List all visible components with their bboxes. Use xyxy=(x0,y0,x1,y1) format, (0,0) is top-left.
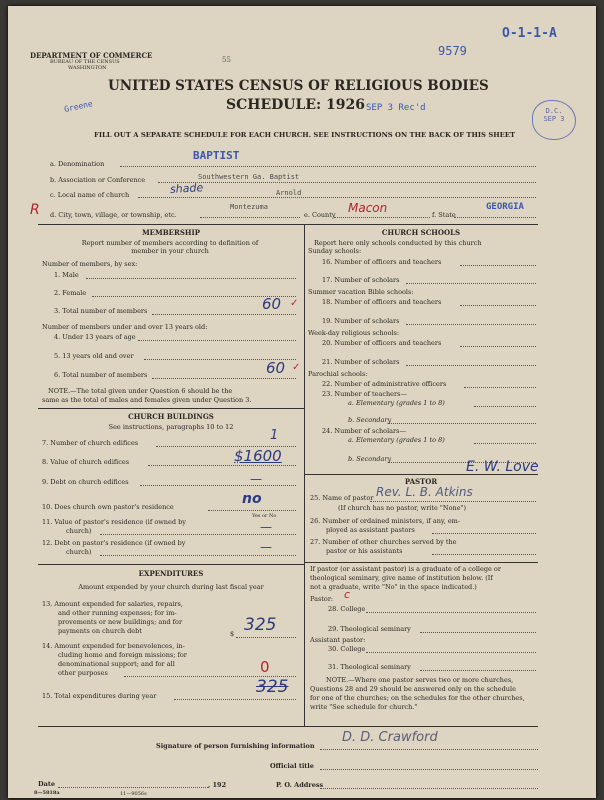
assistant-pastor-subheading: Assistant pastor: xyxy=(310,636,366,644)
form-print-code: 11—9056s xyxy=(120,791,147,797)
q25-label: 25. Name of pastor xyxy=(310,494,374,502)
q14-value: 0 xyxy=(260,658,270,676)
q12-label-2: church) xyxy=(66,548,92,556)
q24b-label: b. Secondary xyxy=(348,455,392,463)
table-bottom-rule xyxy=(38,726,538,727)
q31-label: 31. Theological seminary xyxy=(328,663,411,671)
q13-label-3: provements or new buildings; and for xyxy=(58,618,183,626)
association-line xyxy=(158,182,536,183)
buildings-title: CHURCH BUILDINGS xyxy=(128,412,214,421)
form-id: 8—5818a xyxy=(34,790,60,796)
q28-label: 28. College xyxy=(328,605,366,613)
membership-title: MEMBERSHIP xyxy=(141,228,201,237)
column-divider xyxy=(304,224,305,726)
cloud-stamp-bottom: SEP 3 xyxy=(543,115,565,123)
official-title-line xyxy=(320,769,538,770)
q23b-label: b. Secondary xyxy=(348,416,392,424)
q3-check-mark: ✓ xyxy=(290,298,299,309)
schools-instr: Report here only schools conducted by this church xyxy=(314,239,482,247)
pastor-note-2: Questions 28 and 29 should be answered only on the schedule xyxy=(310,685,516,693)
q8-label: 8. Value of church edifices xyxy=(42,458,130,466)
q28-line xyxy=(366,612,536,613)
q4-label: 4. Under 13 years of age xyxy=(54,333,136,341)
q24a-label: a. Elementary (grades 1 to 8) xyxy=(348,436,445,444)
q1-line xyxy=(86,278,296,279)
q1-label: 1. Male xyxy=(54,271,79,279)
city-label: d. City, town, village, or township, etc. xyxy=(50,211,177,219)
q10-value: no xyxy=(242,491,262,507)
weekday-heading: Week-day religious schools: xyxy=(308,329,400,337)
q15-value: 325 xyxy=(256,677,289,697)
instruction-banner: FILL OUT A SEPARATE SCHEDULE FOR EACH CHURCH. SEE INSTRUCTIONS ON THE BACK OF THIS SHEET xyxy=(94,131,516,139)
date-line xyxy=(58,787,208,788)
membership-note-2: same as the total of males and females given under Question 3. xyxy=(42,396,252,404)
page-number: 55 xyxy=(222,56,231,64)
q16-label: 16. Number of officers and teachers xyxy=(322,258,442,266)
q6-line xyxy=(152,378,296,379)
county-stamp: Greene xyxy=(63,99,94,114)
q25-line xyxy=(370,501,536,502)
document-number-stamp: 9579 xyxy=(438,44,467,58)
q17-label: 17. Number of scholars xyxy=(322,276,400,284)
q10-label: 10. Does church own pastor's residence xyxy=(42,503,174,511)
pastor-mark: c xyxy=(344,588,351,601)
q21-label: 21. Number of scholars xyxy=(322,358,400,366)
buildings-instr: See instructions, paragraphs 10 to 12 xyxy=(108,423,234,431)
q24a-line xyxy=(474,443,536,444)
q7-value: 1 xyxy=(270,428,279,443)
q8-value: $1600 xyxy=(234,447,282,465)
q13-dollar: $ xyxy=(230,630,235,638)
q29-label: 29. Theological seminary xyxy=(328,625,411,633)
city-value: Montezuma xyxy=(230,203,268,211)
local-name-handwritten: shade xyxy=(169,181,204,196)
received-stamp: SEP 3 Rec'd xyxy=(366,103,426,113)
q19-line xyxy=(406,324,536,325)
dept-title: DEPARTMENT OF COMMERCE xyxy=(30,51,153,60)
margin-mark: R xyxy=(30,202,40,218)
membership-instr-1: Report number of members according to definition of xyxy=(81,239,259,247)
q30-line xyxy=(366,652,536,653)
official-title-label: Official title xyxy=(270,762,314,770)
q12-line xyxy=(100,555,296,556)
q23a-line xyxy=(474,406,536,407)
q27-label-2: pastor or his assistants xyxy=(326,547,403,555)
q3-label: 3. Total number of members xyxy=(54,307,148,315)
county-line xyxy=(334,217,430,218)
q24-label: 24. Number of scholars— xyxy=(322,427,406,435)
q12-label-1: 12. Debt on pastor's residence (if owned by xyxy=(42,539,186,547)
state-line xyxy=(454,217,536,218)
buildings-rule xyxy=(38,408,304,409)
parochial-heading: Parochial schools: xyxy=(308,370,368,378)
local-name-typed: Arnold xyxy=(276,189,302,197)
q13-label-1: 13. Amount expended for salaries, repairs, xyxy=(42,600,183,608)
local-name-label: c. Local name of church xyxy=(50,191,130,199)
q9-label: 9. Debt on church edifices xyxy=(42,478,129,486)
q13-value: 325 xyxy=(244,615,277,635)
local-name-line xyxy=(138,197,536,198)
q3-line xyxy=(152,314,296,315)
q22-label: 22. Number of administrative officers xyxy=(322,380,447,388)
q5-label: 5. 13 years old and over xyxy=(54,352,134,360)
q11-label-1: 11. Value of pastor's residence (if owned by xyxy=(42,518,186,526)
city-title: WASHINGTON xyxy=(68,65,107,71)
q14-label-4: other purposes xyxy=(58,669,108,677)
q17-line xyxy=(406,283,536,284)
expenditures-instr: Amount expended by your church during last fiscal year xyxy=(78,583,264,591)
q25-value: Rev. L. B. Atkins xyxy=(376,485,473,499)
q15-line xyxy=(174,699,296,700)
q26-line xyxy=(432,533,536,534)
summer-heading: Summer vacation Bible schools: xyxy=(308,288,414,296)
q18-label: 18. Number of officers and teachers xyxy=(322,298,442,306)
graduate-instr-1: If pastor (or assistant pastor) is a graduate of a college or xyxy=(310,565,501,573)
q11-label-2: church) xyxy=(66,527,92,535)
q6-label: 6. Total number of members xyxy=(54,371,148,379)
year-label: , 192 xyxy=(208,781,227,789)
q29-line xyxy=(420,632,536,633)
q2-label: 2. Female xyxy=(54,289,87,297)
q6-check-mark: ✓ xyxy=(292,362,301,373)
expenditures-title: EXPENDITURES xyxy=(138,569,204,578)
q31-line xyxy=(420,670,536,671)
classification-code: O-1-1-A xyxy=(502,26,557,41)
denomination-label: a. Denomination xyxy=(50,160,105,168)
bureau-title: BUREAU OF THE CENSUS xyxy=(50,59,120,65)
q16-line xyxy=(460,265,536,266)
graduate-instr-3: not a graduate, write "No" in the space indicated.) xyxy=(310,583,477,591)
q8-line xyxy=(148,465,296,466)
state-label: f. State xyxy=(432,211,456,219)
expenditures-rule xyxy=(38,564,304,565)
city-line xyxy=(200,217,300,218)
graduate-instr-2: theological seminary, give name of institution below. (If xyxy=(310,574,493,582)
q26-label-2: ployed as assistant pastors xyxy=(326,526,415,534)
q10-line xyxy=(208,510,296,511)
pastor-note-4: write "See schedule for church." xyxy=(310,703,418,711)
state-value: GEORGIA xyxy=(486,202,524,212)
date-label: Date xyxy=(38,780,55,788)
q9-dash: — xyxy=(250,472,262,486)
q9-line xyxy=(140,485,296,486)
q15-label: 15. Total expenditures during year xyxy=(42,692,157,700)
county-value: Macon xyxy=(348,201,388,215)
signature-value: D. D. Crawford xyxy=(342,730,438,745)
q12-dash: — xyxy=(260,540,272,554)
q14-label-2: cluding home and foreign missions; for xyxy=(58,651,187,659)
q21-line xyxy=(406,365,536,366)
q23-label: 23. Number of teachers— xyxy=(322,390,407,398)
po-address-line xyxy=(320,788,538,789)
pastor-name-overwrite: E. W. Love xyxy=(466,459,539,475)
graduate-rule xyxy=(304,562,538,563)
signature-line xyxy=(320,749,538,750)
membership-instr-2: member in your church xyxy=(131,247,209,255)
q23a-label: a. Elementary (grades 1 to 8) xyxy=(348,399,445,407)
q13-label-2: and other running expenses; for im- xyxy=(58,609,177,617)
q7-label: 7. Number of church edifices xyxy=(42,439,139,447)
q19-label: 19. Number of scholars xyxy=(322,317,400,325)
q6-value: 60 xyxy=(266,359,286,377)
association-label: b. Association or Conference xyxy=(50,176,146,184)
q13-label-4: payments on church debt xyxy=(58,627,142,635)
denomination-line xyxy=(120,166,536,167)
pastor-subheading: Pastor: xyxy=(310,595,334,603)
county-label: e. County xyxy=(304,211,336,219)
q26-label-1: 26. Number of ordained ministers, if any, em- xyxy=(310,517,461,525)
q20-label: 20. Number of officers and teachers xyxy=(322,339,442,347)
q23b-line xyxy=(388,423,536,424)
q4-line xyxy=(138,340,296,341)
pastor-note-1: NOTE.—Where one pastor serves two or more churches, xyxy=(326,676,514,684)
association-value: Southwestern Ga. Baptist xyxy=(198,173,300,181)
q27-label-1: 27. Number of other churches served by the xyxy=(310,538,457,546)
members-by-sex-heading: Number of members, by sex: xyxy=(42,260,138,268)
sunday-heading: Sunday schools: xyxy=(308,247,362,255)
signature-label: Signature of person furnishing information xyxy=(156,742,315,750)
q14-label-3: denominational support; and for all xyxy=(58,660,175,668)
cloud-stamp-top: D.C. xyxy=(545,107,563,115)
denomination-value: BAPTIST xyxy=(193,149,240,162)
q11-line xyxy=(100,534,296,535)
po-address-label: P. O. Address xyxy=(276,781,324,789)
membership-note-1: NOTE.—The total given under Question 6 should be the xyxy=(48,387,233,395)
census-schedule-page xyxy=(8,6,596,798)
yes-no-caption: Yes or No xyxy=(252,513,277,519)
q3-value: 60 xyxy=(262,295,282,313)
table-top-rule xyxy=(38,224,538,225)
q13-line xyxy=(236,637,296,638)
q25-note: (If church has no pastor, write "None") xyxy=(338,504,467,512)
pastor-title: PASTOR xyxy=(404,477,438,486)
schools-title: CHURCH SCHOOLS xyxy=(381,228,461,237)
received-cloud-stamp xyxy=(532,100,576,140)
q22-line xyxy=(464,387,536,388)
pastor-note-3: for one of the churches; on the schedules for the other churches, xyxy=(310,694,525,702)
q27-line xyxy=(432,554,536,555)
q11-dash: — xyxy=(260,520,272,534)
schedule-title: SCHEDULE: 1926 xyxy=(226,97,366,113)
q30-label: 30. College xyxy=(328,645,366,653)
q18-line xyxy=(460,305,536,306)
q20-line xyxy=(460,346,536,347)
age-heading: Number of members under and over 13 years old: xyxy=(42,323,208,331)
q14-label-1: 14. Amount expended for benevolences, in- xyxy=(42,642,185,650)
page-title: UNITED STATES CENSUS OF RELIGIOUS BODIES xyxy=(108,78,489,94)
